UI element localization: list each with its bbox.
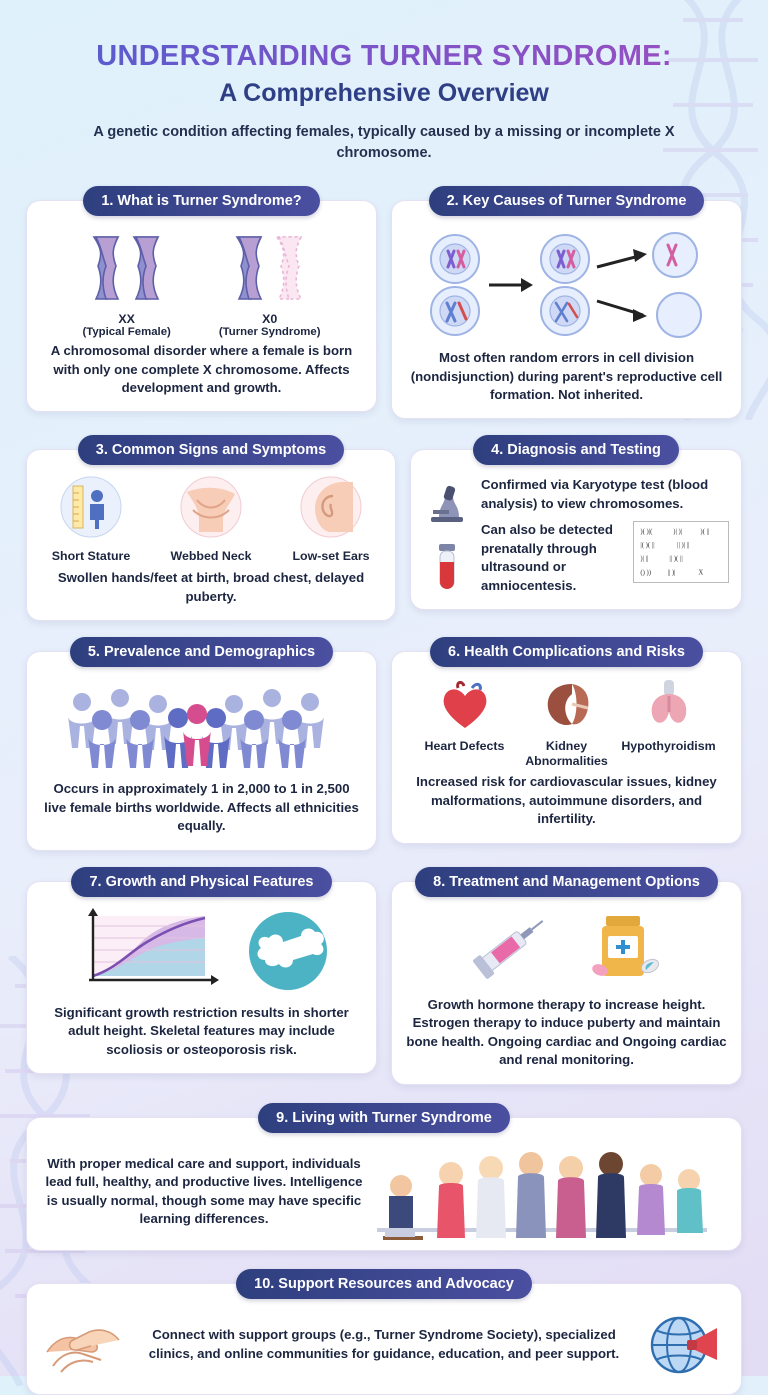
section-5-body: Occurs in approximately 1 in 2,000 to 1 in 2,500 live female births worldwide. Affects all ethnicities equally. — [44, 781, 359, 834]
section-3-card — [26, 449, 396, 621]
ruler-person-icon — [59, 476, 123, 538]
svg-text:)( ||: )( || — [700, 529, 710, 537]
organ-heart-label: Heart Defects — [424, 739, 505, 754]
section-7-body: Significant growth restriction results in shorter adult height. Skeletal features may include scoliosis or osteoporosis risk. — [54, 1004, 349, 1057]
kidney-icon — [538, 678, 596, 732]
svg-text:|( )( ||: |( )( || — [640, 542, 655, 550]
highlighted-person — [183, 704, 211, 766]
section-5 — [26, 637, 377, 850]
row-2 — [26, 435, 742, 621]
section-7-heading: 7. Growth and Physical Features — [71, 867, 331, 897]
treatment-icons — [406, 908, 727, 988]
helping-hands-icon — [41, 1310, 125, 1380]
diagnosis-text — [481, 476, 729, 595]
pill-bottle-icon — [580, 908, 672, 988]
bone-icon — [243, 908, 333, 994]
diagnosis-icons — [423, 476, 471, 592]
section-8-body: Growth hormone therapy to increase height. Estrogen therapy to induce puberty and maintain bone health. Ongoing cardiac and Ongoing cardiac and renal monitoring. — [406, 996, 727, 1068]
section-9-body: With proper medical care and support, individuals lead full, healthy, and productive lives. Intelligence is usually normal, though some may have specific learning differences. — [45, 1155, 363, 1227]
organ-thyroid — [620, 678, 718, 769]
section-10-heading: 10. Support Resources and Advocacy — [236, 1269, 532, 1299]
symptom-short-stature — [41, 476, 141, 563]
growth-chart-icon — [71, 908, 221, 994]
section-9-heading: 9. Living with Turner Syndrome — [258, 1103, 510, 1133]
row-1 — [26, 186, 742, 419]
section-4-heading: 4. Diagnosis and Testing — [473, 435, 679, 465]
section-8 — [391, 867, 742, 1085]
chromosome-xx-label: XX — [118, 312, 135, 327]
karyotype-chart-icon — [633, 521, 729, 583]
svg-text:)| )|: )| )| — [673, 529, 683, 537]
symptom-short-stature-label: Short Stature — [51, 549, 131, 564]
xx-chromosome-icon — [84, 233, 170, 303]
organ-heart — [416, 678, 514, 769]
organ-list — [406, 678, 727, 769]
page-tagline: A genetic condition affecting females, typically caused by a missing or incomplete X chromosome. — [93, 124, 675, 162]
section-2-card — [391, 200, 742, 419]
section-10-card — [26, 1283, 742, 1395]
svg-text:() )): () )) — [640, 569, 652, 577]
section-9-card — [26, 1117, 742, 1251]
section-7 — [26, 867, 377, 1074]
organ-kidney-label: Kidney Abnormalities — [525, 739, 608, 769]
section-2-body: Most often random errors in cell division (nondisjunction) during parent's reproductive cell formation. Not inherited. — [410, 350, 723, 402]
diagnosis-content — [423, 476, 729, 595]
x0-chromosome-icon — [227, 233, 313, 303]
organ-kidney — [518, 678, 616, 769]
section-1-body: A chromosomal disorder where a female is born with only one complete X chromosome. Affects development and growth. — [50, 343, 353, 395]
growth-figures — [41, 908, 362, 994]
chromosome-x0-sublabel: (Turner Syndrome) — [218, 326, 321, 339]
heart-icon — [436, 678, 494, 732]
section-1-card — [26, 200, 377, 412]
section-5-card — [26, 651, 377, 850]
section-1-heading: 1. What is Turner Syndrome? — [83, 186, 319, 216]
chromosome-x0 — [219, 233, 321, 338]
section-8-card — [391, 881, 742, 1085]
section-2 — [391, 186, 742, 419]
sections-grid — [0, 186, 768, 1395]
section-3-body: Swollen hands/feet at birth, broad chest, delayed puberty. — [57, 570, 365, 604]
section-4-card — [410, 449, 742, 610]
population-icon — [62, 684, 342, 770]
neck-icon — [179, 476, 243, 538]
page-title: UNDERSTANDING TURNER SYNDROME: — [0, 0, 768, 73]
row-3 — [26, 637, 742, 850]
globe-megaphone-icon — [643, 1310, 727, 1380]
chromosome-xx — [82, 233, 170, 338]
syringe-icon — [462, 908, 554, 988]
symptom-list — [41, 476, 381, 563]
section-3-heading: 3. Common Signs and Symptoms — [78, 435, 344, 465]
chromosome-x0-label: X0 — [262, 312, 278, 327]
living-content — [39, 1144, 729, 1240]
section-4-body-2: Can also be detected prenatally through ultrasound or amniocentesis. — [481, 522, 613, 593]
cell-division-diagram — [417, 231, 717, 339]
section-4-body-1: Confirmed via Karyotype test (blood analysis) to view chromosomes. — [481, 477, 709, 511]
section-6-body: Increased risk for cardiovascular issues, kidney malformations, autoimmune disorders, and infertility. — [416, 774, 717, 827]
microscope-icon — [423, 480, 471, 524]
chromosome-figure — [41, 233, 362, 338]
section-7-card — [26, 881, 377, 1074]
svg-text:X: X — [698, 569, 704, 577]
svg-text:)| ||: )| || — [640, 556, 649, 564]
chromosome-xx-sublabel: (Typical Female) — [82, 326, 171, 339]
organ-thyroid-label: Hypothyroidism — [621, 739, 716, 754]
section-9-text — [39, 1155, 369, 1229]
group-of-women-illustration — [377, 1144, 707, 1240]
section-6-card — [391, 651, 742, 843]
page-subtitle: A Comprehensive Overview — [219, 79, 549, 107]
thyroid-icon — [640, 678, 698, 732]
symptom-low-set-ears — [281, 476, 381, 563]
symptom-low-set-ears-label: Low-set Ears — [292, 549, 370, 564]
section-6-heading: 6. Health Complications and Risks — [430, 637, 703, 667]
section-1 — [26, 186, 377, 412]
section-5-heading: 5. Prevalence and Demographics — [70, 637, 333, 667]
section-8-heading: 8. Treatment and Management Options — [415, 867, 718, 897]
section-9 — [26, 1103, 742, 1251]
section-4 — [410, 435, 742, 610]
row-4 — [26, 867, 742, 1085]
section-10-text — [135, 1326, 633, 1363]
svg-text:)( )|(: )( )|( — [640, 529, 653, 537]
ear-icon — [299, 476, 363, 538]
svg-text:|| )| ||: || )| || — [677, 542, 690, 550]
section-3 — [26, 435, 396, 621]
section-2-heading: 2. Key Causes of Turner Syndrome — [429, 186, 705, 216]
blood-vial-icon — [430, 542, 464, 592]
section-6 — [391, 637, 742, 843]
symptom-webbed-neck — [161, 476, 261, 563]
svg-text:|| )( ||: || )( || — [669, 556, 683, 564]
section-10-body: Connect with support groups (e.g., Turner Syndrome Society), specialized clinics, and online communities for guidance, education, and peer support. — [148, 1327, 620, 1361]
svg-text:|| )|: || )| — [667, 569, 676, 577]
symptom-webbed-neck-label: Webbed Neck — [170, 549, 252, 564]
support-content — [41, 1310, 727, 1380]
